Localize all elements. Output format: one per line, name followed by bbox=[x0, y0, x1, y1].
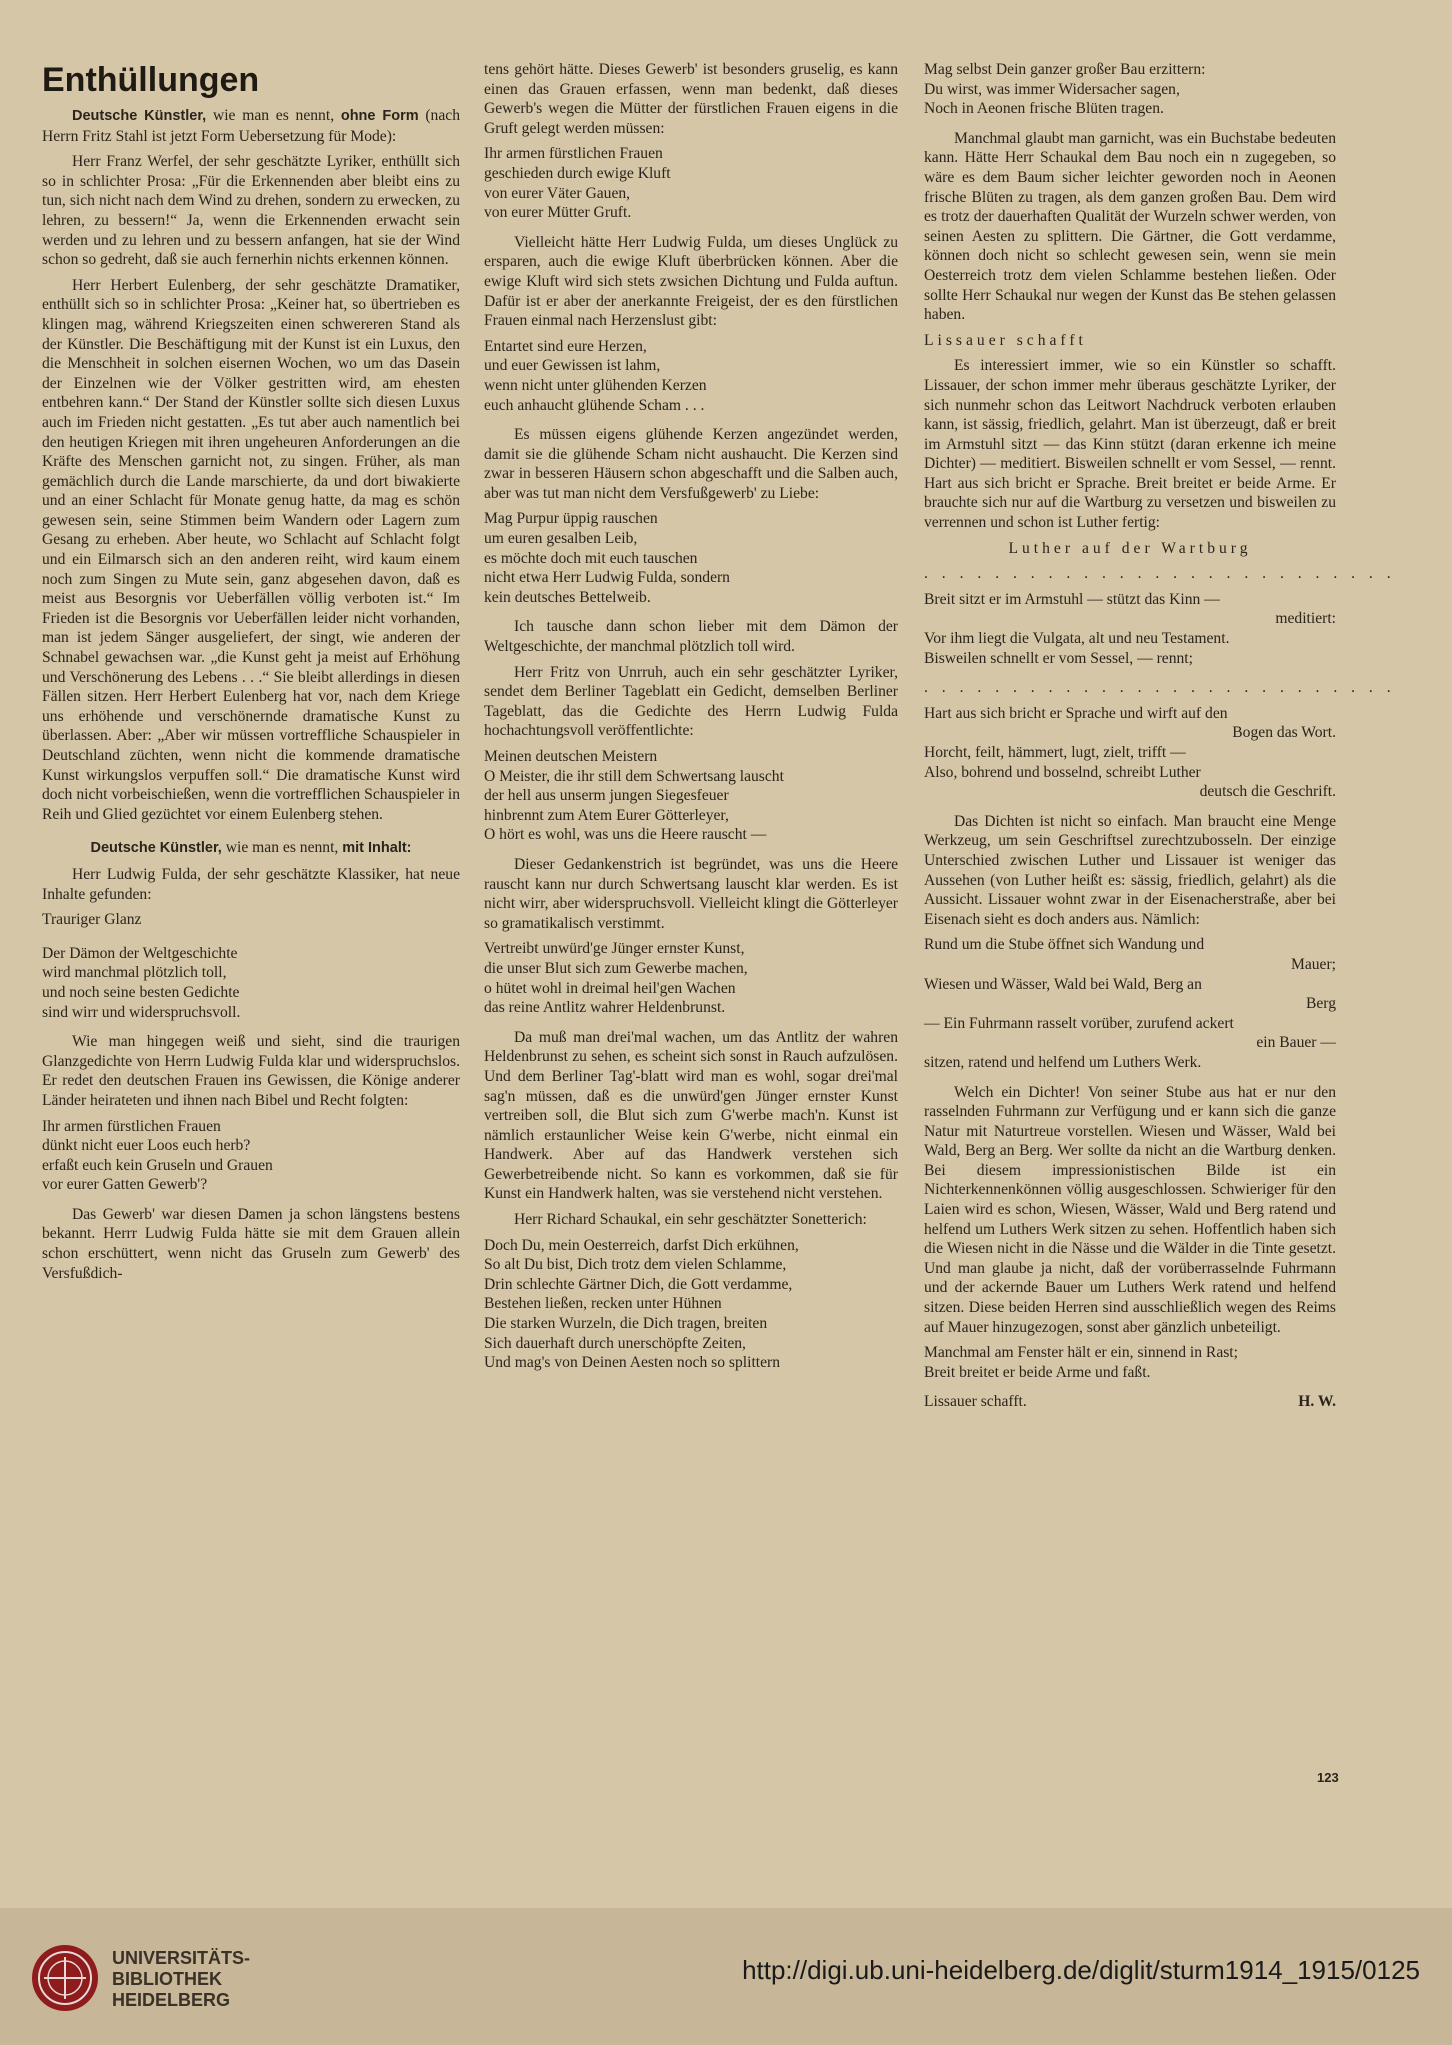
subheading-bold-2: mit Inhalt: bbox=[342, 840, 412, 857]
paragraph: Es müssen eigens glühende Kerzen angezündet werden, damit sie die glühende Scham nicht aushaucht. Die Kerzen sind zwar in besseren Häusern schon abgeschafft und die Salben auch, aber was tut man nicht dem Versfußgewerb' zu Liebe: bbox=[484, 426, 898, 502]
verse-line: Mag selbst Dein ganzer großer Bau erzittern: bbox=[924, 61, 1206, 78]
poem bbox=[42, 910, 460, 1022]
verse-line: geschieden durch ewige Kluft bbox=[484, 164, 671, 182]
verse-line: und euer Gewissen ist lahm, bbox=[484, 357, 661, 375]
paragraph: Manchmal glaubt man garnicht, was ein Buchstabe bedeuten kann. Hätte Herr Schaukal dem Bau noch ein n zugegeben, so wäre es dem Baum sicher leichter geworden noch in Aeonen frische Blüten zu tragen, als dem ganzen großen Bau. Dem wird es trotz der dauerhaften Qualität der Wurzeln schwer werden, von seinen Aesten zu splittern. Die Gärtner, die Gott verdamme, können doch nicht so schlecht gewesen sein, wenn sie mein Oesterreich trotz dem vielen Schlamme bestehen ließen. Oder sollte Herr Schaukal nur wegen der Kunst das Be stehen gelassen haben. bbox=[924, 129, 1336, 324]
poem bbox=[924, 1343, 1336, 1382]
verse-line: dünkt nicht euer Loos euch herb? bbox=[42, 1137, 251, 1155]
paragraph: Herr Ludwig Fulda, der sehr geschätzte Klassiker, hat neue Inhalte gefunden: bbox=[42, 865, 460, 903]
subheading-ohne-form bbox=[42, 106, 460, 146]
ellipsis-line: . . . . . . . . . . . . . . . . . . . . . . . . . . . bbox=[924, 565, 1396, 583]
section-heading: Lissauer schafft bbox=[924, 331, 1087, 349]
paragraph: Wie man hingegen weiß und sieht, sind die traurigen Glanzgedichte von Herrn Ludwig Fulda klar und widerspruchslos. Er redet den deutschen Frauen ins Gewissen, die Könige anderer Länder heirateten und ihnen nach Bibel und Recht folgten: bbox=[42, 1033, 460, 1109]
verse-line: Breit breitet er beide Arme und faßt. bbox=[924, 1363, 1151, 1381]
verse-line: Und mag's von Deinen Aesten noch so splittern bbox=[484, 1354, 781, 1372]
poem bbox=[484, 939, 898, 1017]
poem bbox=[484, 1236, 898, 1373]
verse-line: vor eurer Gatten Gewerb'? bbox=[42, 1176, 208, 1194]
verse-line: Bisweilen schnellt er vom Sessel, — rennt; bbox=[924, 649, 1193, 667]
verse-line: kein deutsches Bettelweib. bbox=[484, 588, 651, 606]
subheading-mid: wie man es nennt, bbox=[212, 107, 335, 124]
verse-line: meditiert: bbox=[1275, 610, 1336, 628]
subheading-mit-inhalt bbox=[42, 838, 460, 859]
verse-line: es möchte doch mit euch tauschen bbox=[484, 549, 698, 567]
paragraph: Welch ein Dichter! Von seiner Stube aus hat er nur den rasselnden Fuhrmann zur Verfügung und er kann sich die ganze Natur mit Naturtreue vorstellen. Wiesen und Wässer, Wald bei Wald, Berg an Berg. Wer sollte da nicht an die Wartburg denken. Bei diesem impressionistischen Bilde ist ein Nichterkennenkönnen völlig ausgeschlossen. Schwieriger für den Laien wird es schon, Wiesen, Wässer, Wald und Berg ratend und helfend um Luthers Werk sitzen zu sehen. Hoffentlich haben sich die Wiesen nicht in die Nässe und die Wälder in die Tinte gesetzt. Und man glaube ja nicht, daß der vorüberrasselnde Fuhrmann und der ackernde Bauer um Luthers Werk ratend und helfend sitzen. Diese beiden Herren sind ausschließlich wegen des Reims auf Mauer hinzugezogen, sonst aber gänzlich unbeteiligt. bbox=[924, 1083, 1336, 1336]
subheading-mid: wie man es nennt, bbox=[225, 839, 339, 857]
ellipsis-line: . . . . . . . . . . . . . . . . . . . . . . . . . . . bbox=[924, 679, 1396, 697]
library-footer bbox=[0, 1908, 1452, 2045]
verse-line: Bogen das Wort. bbox=[1232, 724, 1336, 742]
verse-line: Bestehen ließen, recken unter Hühnen bbox=[484, 1295, 722, 1313]
paragraph: Das Dichten ist nicht so einfach. Man braucht eine Menge Werkzeug, um sein Geschriftsel zurechtzubosseln. Der einzige Unterschied zwischen Luther und Lissauer ist weniger das Aussehen (von Luther heißt es: sässig, friedlich, gelahrt) als die Aussicht. Lissauer wohnt zwar in der Eisenacherstraße, aber bei Eisenach sieht es doch anders aus. Nämlich: bbox=[924, 812, 1336, 928]
verse-line: Horcht, feilt, hämmert, lugt, zielt, trifft — bbox=[924, 744, 1186, 761]
verse-line: Meinen deutschen Meistern bbox=[484, 748, 658, 765]
verse-line: um euren gesalben Leib, bbox=[484, 530, 638, 548]
verse-line: Manchmal am Fenster hält er ein, sinnend in Rast; bbox=[924, 1344, 1238, 1362]
source-url-link[interactable]: http://digi.ub.uni-heidelberg.de/diglit/sturm1914_1915/0125 bbox=[742, 1955, 1420, 1985]
subheading-rest: (nach Herrn Fritz Stahl ist jetzt Form Uebersetzung für Mode): bbox=[42, 107, 460, 145]
paragraph: Es interessiert immer, wie so ein Künstler so schafft. Lissauer, der schon immer mehr überaus geschätzte Lyriker, der sich nunmehr schon das Leitwort Nachdruck verboten erlauben kann, ist sässig, friedlich, gelahrt. Man ist überzeugt, daß er breit im Armstuhl sitzt — das Kinn stützt (daran erkenne ich meine Dichter) — meditiert. Bisweilen schnellt er vom Sessel, — rennt. Hart aus sich bricht er Sprache. Breit breitet er beide Arme. Er brauchte sich nur auf die Wartburg zu versetzen und bisweilen zu verrennen und schon ist Luther fertig: bbox=[924, 357, 1336, 532]
verse-line: sitzen, ratend und helfend um Luthers Werk. bbox=[924, 1053, 1202, 1071]
verse-line: Doch Du, mein Oesterreich, darfst Dich erkühnen, bbox=[484, 1236, 799, 1254]
verse-line: und noch seine besten Gedichte bbox=[42, 983, 240, 1001]
verse-line: Ihr armen fürstlichen Frauen bbox=[484, 145, 663, 163]
paragraph: Herr Franz Werfel, der sehr geschätzte Lyriker, enthüllt sich so in schlichter Prosa: „Für die Erkennenden aber bleibt eins zu tun, sich nicht nach dem Wind zu drehen, sondern zu erwecken, zu lehren, zu bessern!“ Ja, wenn die Erkennenden erwacht sein werden und zu lehren und zu bessern anfangen, hat sie der Wind schon so gedreht, daß sie auch fernerhin nichts erkennen können. bbox=[42, 153, 460, 269]
verse-line: das reine Antlitz wahrer Heldenbrunst. bbox=[484, 999, 726, 1017]
paragraph: Herr Richard Schaukal, ein sehr geschätzter Sonetterich: bbox=[514, 1211, 867, 1229]
column-3 bbox=[924, 60, 1396, 1412]
verse-line: — Ein Fuhrmann rasselt vorüber, zurufend ackert bbox=[924, 1014, 1234, 1032]
paragraph: Vielleicht hätte Herr Ludwig Fulda, um dieses Unglück zu ersparen, auch die ewige Kluft überbrücken können. Aber die ewige Kluft wird sich stets zwsichen Dichtung und Fulda auftun. Dafür ist er aber der anerkannte Freigeist, der es den fürstlichen Frauen einmal nach Herzenslust gibt: bbox=[484, 233, 898, 330]
verse-line: Vor ihm liegt die Vulgata, alt und neu Testament. bbox=[924, 630, 1230, 648]
verse-line: Breit sitzt er im Armstuhl — stützt das Kinn — bbox=[924, 590, 1220, 608]
poem-title: Luther auf der Wartburg bbox=[1008, 539, 1252, 557]
verse-line: So alt Du bist, Dich trotz dem vielen Schlamme, bbox=[484, 1256, 787, 1274]
verse-line: von eurer Väter Gauen, bbox=[484, 184, 631, 202]
library-line: HEIDELBERG bbox=[112, 1990, 231, 2010]
verse-line: erfaßt euch kein Gruseln und Grauen bbox=[42, 1156, 273, 1174]
verse-line: der hell aus unserm jungen Siegesfeuer bbox=[484, 787, 729, 805]
verse-line: Wiesen und Wässer, Wald bei Wald, Berg an bbox=[924, 975, 1202, 993]
verse-line: Hart aus sich bricht er Sprache und wirft auf den bbox=[924, 704, 1228, 722]
verse-line: Mauer; bbox=[1290, 955, 1336, 973]
verse-line: die unser Blut sich zum Gewerbe machen, bbox=[484, 959, 748, 977]
subheading-bold: Deutsche Künstler, bbox=[90, 840, 222, 857]
paragraph: Da muß man drei'mal wachen, um das Antlitz der wahren Heldenbrunst zu sehen, es scheint sich sonst in Rauch aufzulösen. Und dem Berliner Tag'-blatt wird man es wohl, sogar drei'mal sag'n müssen, daß es die unwürd'gen Jünger ernster Kunst vertreiben soll, die Blut sich zum G'werbe mach'n. Kunst ist nämlich erstaunlicher Weise kein G'werbe, nicht einmal ein Handwerk. Aber auf das Handwerk verstehen sich Gewerbetreibende nicht. So kann es vorkommen, daß sie für Kunst ein Handwerk halten, was sie verstehend nicht verstehen. bbox=[484, 1028, 898, 1203]
poem bbox=[924, 935, 1336, 1072]
verse-line: Also, bohrend und bosselnd, schreibt Luther bbox=[924, 763, 1201, 781]
paragraph: Herr Herbert Eulenberg, der sehr geschätzte Dramatiker, enthüllt sich so in schlichter Prosa: „Keiner hat, so übertrieben es klingen mag, während Kriegszeiten einen schwereren Stand als der Künstler. Die Beschäftigung mit der Kunst ist ein Luxus, den die Menschheit in solchen eisernen Wochen, wo um das Dasein der Einzelnen wie der Völker gestritten wird, am ehesten entbehren kann.“ Der Stand der Künstler sollte sich diesen Luxus auch im Frieden nicht gestatten. „Es tut aber auch namentlich bei den heutigen Kriegen mit ihren ungeheuren Anforderungen an die Kräfte des Menschen garnicht not, zu singen. Früher, als man gemächlich durch die Lande marschierte, da und dort biwakierte und an einer Schlacht für Monate genug hatte, da mag es schön gewesen sein, seine Stimmen beim Wandern oder Lagern zum Gesang zu erheben. Aber heute, wo Schlacht auf Schlacht folgt und ein Eilmarsch sich an den anderen reiht, wird kaum einem noch zum Singen zu Mute sein, ganz abgesehen davon, daß es meist aus Besorgnis vor Ueberfällen völlig verboten ist.“ Im Frieden ist die Besorgnis vor Ueberfällen leider nicht vorhanden, man ist jedem Sänger ausgeliefert, der singt, wie anderen der Schnabel gewachsen war. „die Kunst geht ja meist auf Erhöhung und Verschönerung des Lebens . . .“ Sie bleibt allerdings in diesen Fällen sitzen. Herr Herbert Eulenberg hat vor, nach dem Kriege uns erhöhende und verschönernde dramatische Kunst zu überlassen. Aber: „Aber wir müssen vortreffliche Schauspieler in Deutschland züchten, wenn nicht die kommende dramatische Kunst wirkungslos verpuffen soll.“ Die dramatische Kunst wird doch nicht vorbeischießen, wenn die vortrefflichen Schauspieler in Reih und Glied gezüchtet vor einem Eulenberg stehen. bbox=[42, 276, 460, 823]
library-name[interactable] bbox=[112, 1948, 250, 2011]
poem bbox=[484, 337, 898, 415]
verse-line: O hört es wohl, was uns die Heere rauscht — bbox=[484, 826, 767, 844]
verse-line: deutsch die Geschrift. bbox=[1199, 783, 1336, 801]
verse-line: Du wirst, was immer Widersacher sagen, bbox=[924, 80, 1180, 98]
verse-line: wenn nicht unter glühenden Kerzen bbox=[484, 376, 707, 394]
verse-line: Die starken Wurzeln, die Dich tragen, breiten bbox=[484, 1315, 768, 1333]
closing-line bbox=[924, 1392, 1336, 1412]
university-seal-icon[interactable] bbox=[30, 1943, 100, 2013]
poem bbox=[924, 704, 1336, 802]
verse-line: Noch in Aeonen frische Blüten tragen. bbox=[924, 100, 1164, 118]
verse-line: o hütet wohl in dreimal heil'gen Wachen bbox=[484, 979, 736, 997]
page-number: 123 bbox=[1317, 1770, 1339, 1785]
verse-line: von eurer Mütter Gruft. bbox=[484, 204, 632, 222]
verse-line: Der Dämon der Weltgeschichte bbox=[42, 944, 238, 962]
verse-line: sind wirr und widerspruchsvoll. bbox=[42, 1003, 241, 1021]
verse-line: wird manchmal plötzlich toll, bbox=[42, 964, 227, 982]
paragraph: Dieser Gedankenstrich ist begründet, was uns die Heere rauscht kann nur durch Schwertsang lauscht klar werden. Es ist nicht wirr, aber widerspruchsvoll. Vielleicht klingt die Götterleyer so gramatikalisch verstimmt. bbox=[484, 855, 898, 932]
library-line: UNIVERSITÄTS- bbox=[112, 1948, 251, 1968]
library-line: BIBLIOTHEK bbox=[112, 1969, 222, 1989]
article-title: Enthüllungen bbox=[42, 61, 260, 99]
verse-line: hinbrennt zum Atem Eurer Götterleyer, bbox=[484, 806, 729, 824]
poem bbox=[924, 60, 1336, 119]
verse-line: Sich dauerhaft durch unerschöpfte Zeiten, bbox=[484, 1334, 746, 1352]
poem bbox=[484, 509, 898, 607]
poem bbox=[924, 590, 1336, 668]
subheading-bold: Deutsche Künstler, bbox=[72, 108, 207, 124]
verse-line: Vertreibt unwürd'ge Jünger ernster Kunst, bbox=[484, 940, 745, 958]
verse-line: O Meister, die ihr still dem Schwertsang lauscht bbox=[484, 767, 784, 785]
signature: H. W. bbox=[1298, 1393, 1336, 1411]
paragraph: Das Gewerb' war diesen Damen ja schon längstens bestens bekannt. Herrr Ludwig Fulda hätte sie mit dem Grauen allein schon erschüttert, wenn nicht das Gruseln zum Gewerb' des Versfußdich- bbox=[42, 1205, 460, 1282]
verse-line: Ihr armen fürstlichen Frauen bbox=[42, 1117, 221, 1135]
verse-line: Berg bbox=[1305, 995, 1336, 1013]
poem bbox=[484, 747, 898, 845]
verse-line: Rund um die Stube öffnet sich Wandung und bbox=[924, 936, 1205, 954]
subheading-bold-2: ohne Form bbox=[340, 108, 419, 124]
poem bbox=[42, 1117, 460, 1195]
column-1 bbox=[42, 60, 460, 1289]
paragraph: Herr Fritz von Unrruh, auch ein sehr geschätzter Lyriker, sendet dem Berliner Tageblatt ein Gedicht, demselben Berliner Tageblatt, das die Gedichte des Herrn Ludwig Fulda hochachtungsvoll veröffentlichte: bbox=[484, 663, 898, 740]
verse-line: euch anhaucht glühende Scham . . . bbox=[484, 396, 705, 414]
closing-text: Lissauer schafft. bbox=[924, 1393, 1027, 1411]
paragraph: tens gehört hätte. Dieses Gewerb' ist besonders gruselig, es kann einen das Grauen erfassen, wenn man bedenkt, daß dieses Gewerb's wegen die Mütter der fürstlichen Frauen eigens in die Gruft gelegt werden müssen: bbox=[484, 61, 898, 137]
column-2 bbox=[484, 60, 898, 1383]
paragraph: Ich tausche dann schon lieber mit dem Dämon der Weltgeschichte, der manchmal plötzlich toll wird. bbox=[484, 618, 898, 656]
verse-line: Mag Purpur üppig rauschen bbox=[484, 510, 658, 528]
verse-line: Entartet sind eure Herzen, bbox=[484, 337, 647, 355]
poem-title: Trauriger Glanz bbox=[42, 911, 142, 929]
verse-line: ein Bauer — bbox=[1256, 1034, 1336, 1052]
poem bbox=[484, 144, 898, 222]
verse-line: nicht etwa Herr Ludwig Fulda, sondern bbox=[484, 569, 730, 587]
verse-line: Drin schlechte Gärtner Dich, die Gott verdamme, bbox=[484, 1275, 793, 1293]
